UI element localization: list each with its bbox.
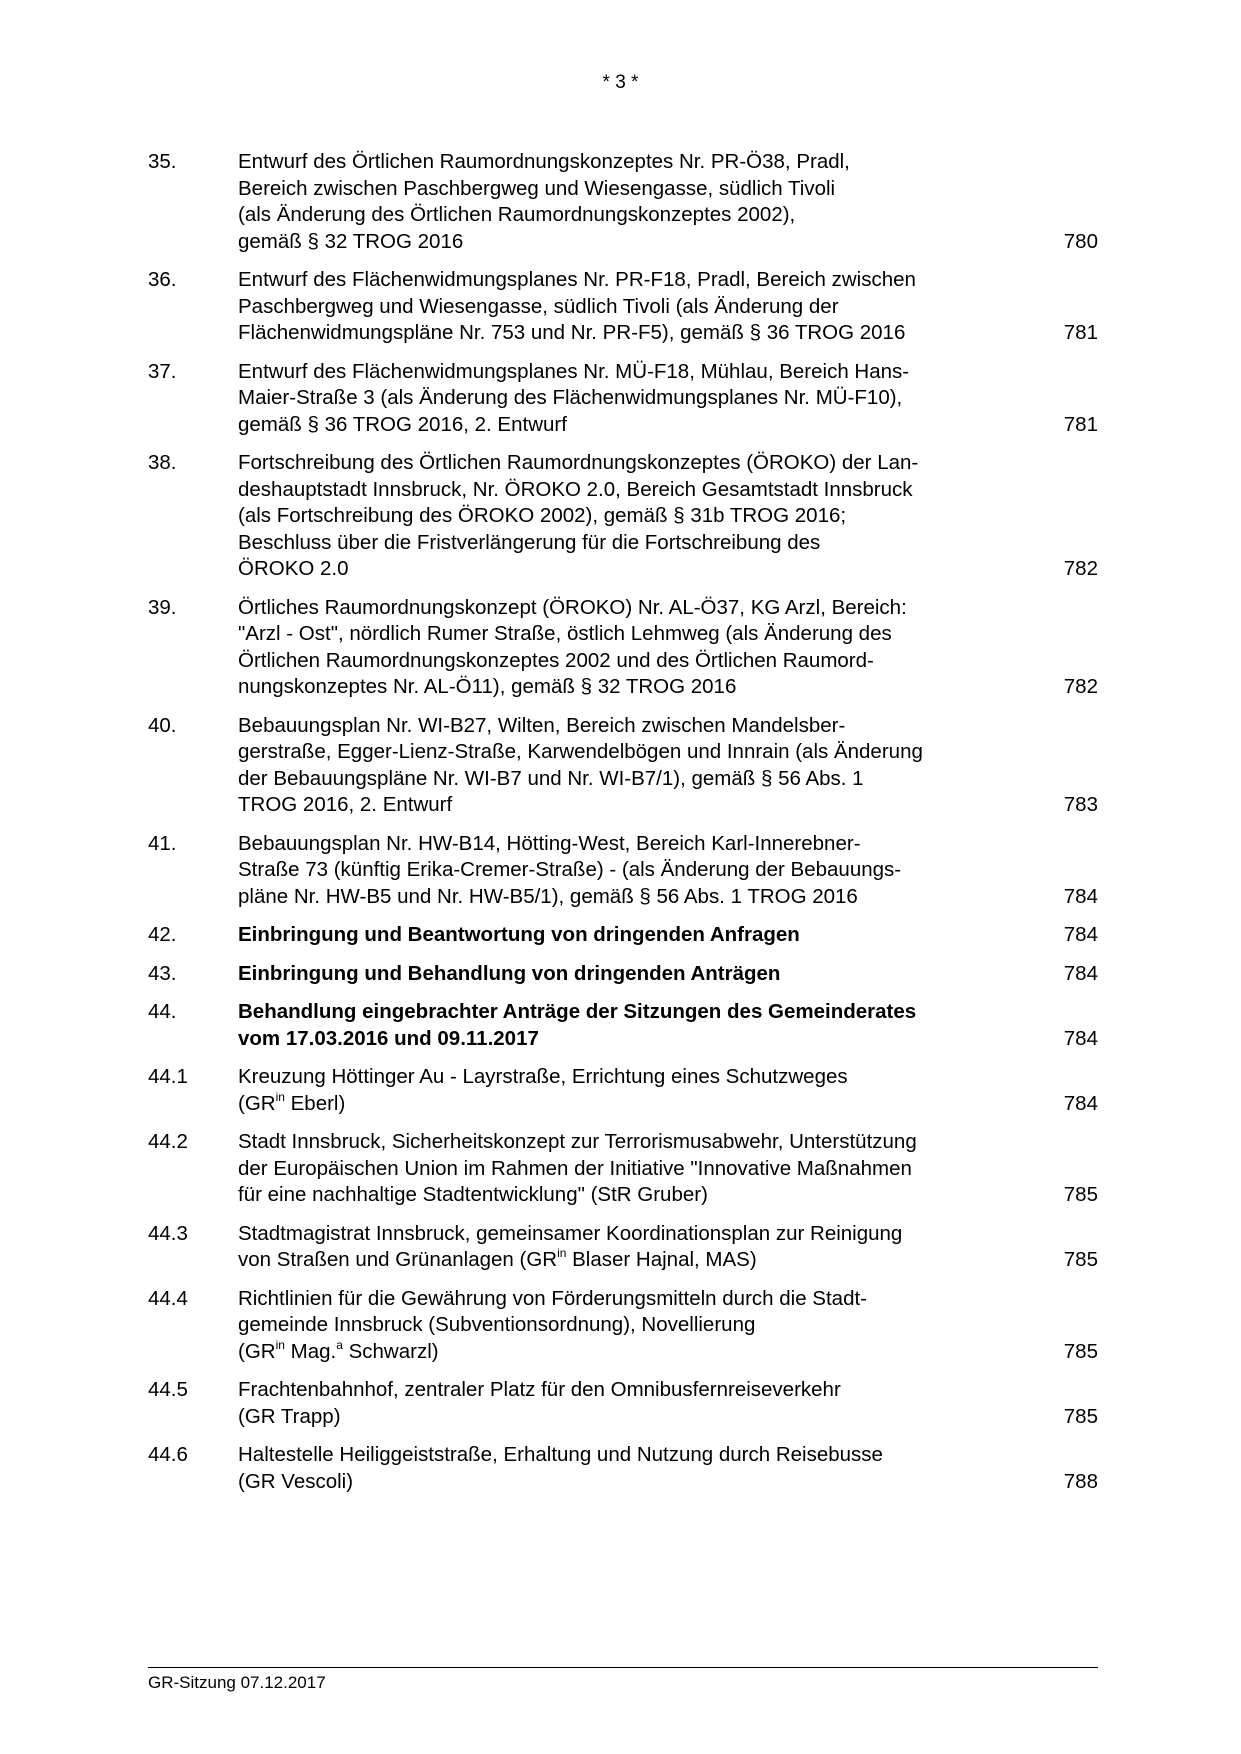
- toc-entry-line: der Bebauungspläne Nr. WI-B7 und Nr. WI-B7/1), gemäß § 56 Abs. 1: [238, 766, 864, 790]
- toc-entry-page: 784: [1063, 1026, 1098, 1050]
- toc-entry: [148, 922, 1098, 949]
- toc-entry: [148, 1129, 1098, 1209]
- toc-entry-page: 785: [1063, 1404, 1098, 1428]
- toc-entry-title: [238, 149, 1038, 255]
- table-of-contents: [148, 149, 1098, 1507]
- footer-divider: [148, 1667, 1098, 1668]
- toc-entry-title: [238, 831, 1038, 911]
- toc-entry-title: [238, 922, 1038, 949]
- toc-entry-page: 782: [1063, 675, 1098, 698]
- toc-entry-line: Kreuzung Höttinger Au - Layrstraße, Errichtung eines Schutzweges: [238, 1065, 848, 1088]
- toc-entry-title: [238, 1064, 1038, 1117]
- toc-entry-title: [238, 1129, 1038, 1209]
- toc-entry-line: Bebauungsplan Nr. HW-B14, Hötting-West, Bereich Karl-Innerebner-: [238, 831, 861, 855]
- toc-entry-line: Haltestelle Heiliggeiststraße, Erhaltung und Nutzung durch Reisebusse: [238, 1443, 883, 1466]
- toc-entry-page: 788: [1063, 1469, 1098, 1493]
- toc-entry: [148, 831, 1098, 911]
- toc-entry-line: gemeinde Innsbruck (Subventionsordnung), Novellierung: [238, 1313, 756, 1336]
- toc-entry-line: Paschbergweg und Wiesengasse, südlich Tivoli (als Änderung der: [238, 294, 839, 318]
- toc-entry-line: gemäß § 32 TROG 2016: [238, 229, 464, 253]
- toc-entry-number: 44.3: [148, 1221, 188, 1245]
- toc-entry-line: Örtlichen Raumordnungskonzeptes 2002 und des Örtlichen Raumord-: [238, 648, 874, 672]
- toc-entry-line: ÖROKO 2.0: [238, 557, 349, 580]
- toc-entry-page: 784: [1063, 1091, 1098, 1115]
- toc-entry-page: 781: [1063, 321, 1098, 344]
- toc-entry-number: 44.6: [148, 1443, 188, 1466]
- toc-entry-line: nungskonzeptes Nr. AL-Ö11), gemäß § 32 TROG 2016: [238, 675, 737, 698]
- toc-entry-number: 40.: [148, 713, 177, 737]
- toc-entry: [148, 450, 1098, 583]
- toc-entry-number: 44.: [148, 1000, 177, 1023]
- toc-entry: [148, 1377, 1098, 1430]
- page-number: * 3 *: [602, 72, 639, 93]
- toc-entry-line: Örtliches Raumordnungskonzept (ÖROKO) Nr. AL-Ö37, KG Arzl, Bereich:: [238, 595, 907, 619]
- toc-entry-line: gemäß § 36 TROG 2016, 2. Entwurf: [238, 412, 567, 436]
- toc-entry-line: (GR Trapp): [238, 1404, 341, 1428]
- toc-entry-page: 782: [1063, 557, 1098, 580]
- toc-entry-number: 44.4: [148, 1286, 188, 1310]
- toc-entry-line: für eine nachhaltige Stadtentwicklung" (StR Gruber): [238, 1183, 708, 1206]
- toc-entry-number: 44.1: [148, 1065, 188, 1088]
- toc-entry-title: [238, 595, 1038, 701]
- toc-entry: [148, 713, 1098, 819]
- toc-entry-line: Entwurf des Flächenwidmungsplanes Nr. MÜ-F18, Mühlau, Bereich Hans-: [238, 359, 910, 383]
- toc-entry-line: Straße 73 (künftig Erika-Cremer-Straße) - (als Änderung der Bebauungs-: [238, 858, 902, 881]
- toc-entry-line: "Arzl - Ost", nördlich Rumer Straße, östlich Lehmweg (als Änderung des: [238, 622, 892, 645]
- toc-entry-number: 36.: [148, 268, 177, 291]
- toc-entry-line: Frachtenbahnhof, zentraler Platz für den Omnibusfernreiseverkehr: [238, 1378, 841, 1401]
- toc-entry-number: 39.: [148, 595, 177, 619]
- toc-entry-page: 781: [1063, 412, 1098, 436]
- toc-entry-number: 41.: [148, 831, 177, 855]
- toc-entry-line: Maier-Straße 3 (als Änderung des Flächenwidmungsplanes Nr. MÜ-F10),: [238, 386, 903, 409]
- toc-entry: [148, 1064, 1098, 1117]
- toc-entry-line: Behandlung eingebrachter Anträge der Sitzungen des Gemeinderates: [238, 1000, 917, 1023]
- toc-entry-number: 42.: [148, 923, 177, 946]
- toc-entry-number: 44.2: [148, 1130, 188, 1153]
- toc-entry-page: 783: [1063, 793, 1098, 816]
- toc-entry-page: 784: [1063, 923, 1098, 946]
- toc-entry-number: 43.: [148, 961, 177, 985]
- toc-entry-line: (als Fortschreibung des ÖROKO 2002), gemäß § 31b TROG 2016;: [238, 504, 847, 527]
- toc-entry-line: Flächenwidmungspläne Nr. 753 und Nr. PR-F5), gemäß § 36 TROG 2016: [238, 321, 906, 344]
- toc-entry-line: (GR Vescoli): [238, 1469, 354, 1493]
- toc-entry: [148, 1221, 1098, 1274]
- toc-entry-line: Entwurf des Flächenwidmungsplanes Nr. PR-F18, Pradl, Bereich zwischen: [238, 268, 916, 291]
- toc-entry-title: [238, 359, 1038, 439]
- toc-entry-line: Richtlinien für die Gewährung von Förderungsmitteln durch die Stadt-: [238, 1286, 867, 1310]
- toc-entry: [148, 1442, 1098, 1495]
- toc-entry-line: Einbringung und Behandlung von dringenden Anträgen: [238, 961, 781, 985]
- toc-entry-page: 785: [1063, 1339, 1098, 1363]
- toc-entry-line: gerstraße, Egger-Lienz-Straße, Karwendelbögen und Innrain (als Änderung: [238, 740, 923, 763]
- toc-entry: [148, 961, 1098, 988]
- toc-entry-title: [238, 267, 1038, 347]
- toc-entry-line: Stadtmagistrat Innsbruck, gemeinsamer Koordinationsplan zur Reinigung: [238, 1221, 903, 1245]
- toc-entry-line: vom 17.03.2016 und 09.11.2017: [238, 1026, 539, 1050]
- toc-entry: [148, 359, 1098, 439]
- toc-entry-line: Einbringung und Beantwortung von dringenden Anfragen: [238, 923, 800, 946]
- toc-entry-number: 35.: [148, 150, 177, 173]
- toc-entry-number: 38.: [148, 451, 177, 474]
- toc-entry-line: Beschluss über die Fristverlängerung für die Fortschreibung des: [238, 530, 821, 554]
- toc-entry-page: 785: [1063, 1248, 1098, 1271]
- toc-entry: [148, 999, 1098, 1052]
- toc-entry-title: [238, 1377, 1038, 1430]
- toc-entry-line: Entwurf des Örtlichen Raumordnungskonzeptes Nr. PR-Ö38, Pradl,: [238, 150, 850, 173]
- toc-entry-page: 785: [1063, 1183, 1098, 1206]
- toc-entry-line: TROG 2016, 2. Entwurf: [238, 793, 453, 816]
- toc-entry: [148, 1286, 1098, 1366]
- toc-entry-line: ($GR^{in}$ Mag.$^a$ Schwarzl): [238, 1337, 439, 1363]
- toc-entry-number: 44.5: [148, 1378, 188, 1401]
- toc-entry-page: 780: [1063, 229, 1098, 253]
- toc-entry: [148, 595, 1098, 701]
- toc-entry-page: 784: [1063, 961, 1098, 985]
- toc-entry-title: [238, 450, 1038, 583]
- toc-entry: [148, 267, 1098, 347]
- toc-entry-line: Fortschreibung des Örtlichen Raumordnungskonzeptes (ÖROKO) der Lan-: [238, 451, 919, 474]
- toc-entry-page: 784: [1063, 884, 1098, 908]
- toc-entry-line: ($GR^{in}$ Eberl): [238, 1089, 346, 1115]
- toc-entry-line: Bebauungsplan Nr. WI-B27, Wilten, Bereich zwischen Mandelsber-: [238, 713, 846, 737]
- toc-entry-line: (als Änderung des Örtlichen Raumordnungskonzeptes 2002),: [238, 203, 796, 226]
- toc-entry-title: [238, 961, 1038, 988]
- toc-entry-title: [238, 1286, 1038, 1366]
- footer-text: GR-Sitzung 07.12.2017: [148, 1673, 326, 1692]
- toc-entry-title: [238, 713, 1038, 819]
- toc-entry-line: pläne Nr. HW-B5 und Nr. HW-B5/1), gemäß § 56 Abs. 1 TROG 2016: [238, 884, 858, 908]
- toc-entry: [148, 149, 1098, 255]
- toc-entry-line: Bereich zwischen Paschbergweg und Wiesengasse, südlich Tivoli: [238, 176, 836, 200]
- toc-entry-title: [238, 1442, 1038, 1495]
- toc-entry-line: der Europäischen Union im Rahmen der Initiative "Innovative Maßnahmen: [238, 1156, 912, 1180]
- toc-entry-title: [238, 1221, 1038, 1274]
- toc-entry-number: 37.: [148, 359, 177, 383]
- toc-entry-line: von Straßen und Grünanlagen ($GR^{in}$ Blaser Hajnal, MAS): [238, 1246, 757, 1271]
- toc-entry-title: [238, 999, 1038, 1052]
- toc-entry-line: deshauptstadt Innsbruck, Nr. ÖROKO 2.0, Bereich Gesamtstadt Innsbruck: [238, 477, 913, 501]
- toc-entry-line: Stadt Innsbruck, Sicherheitskonzept zur Terrorismusabwehr, Unterstützung: [238, 1130, 917, 1153]
